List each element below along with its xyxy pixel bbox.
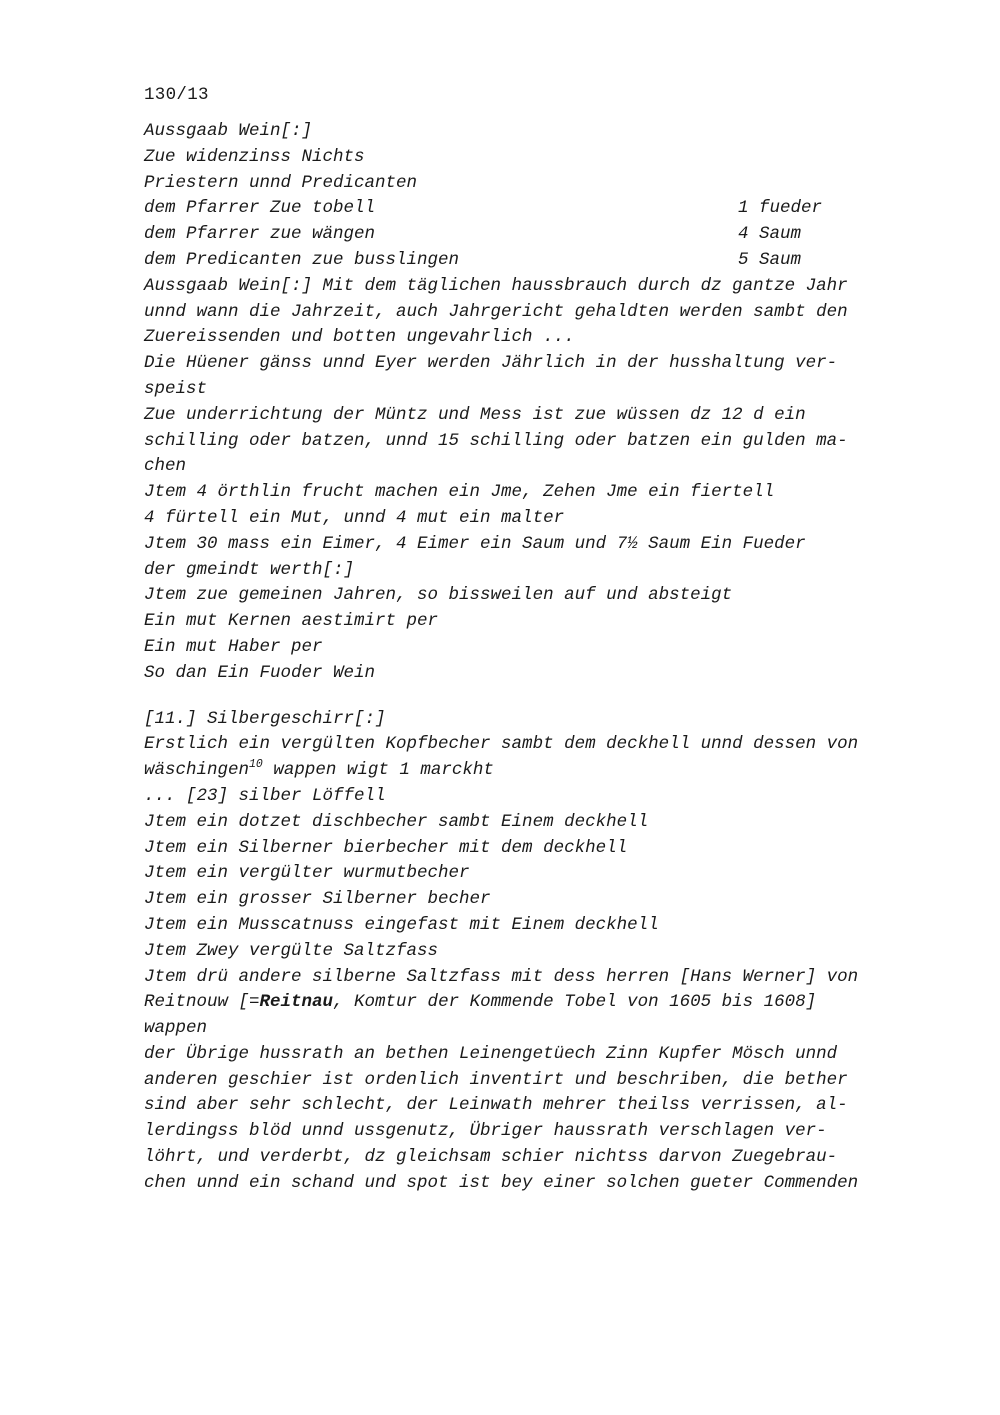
text-line: ... [23] silber Löffell: [144, 785, 386, 806]
text-line: 4 fürtell ein Mut, unnd 4 mut ein malter: [144, 507, 565, 528]
text-line: [144, 990, 904, 1016]
place-name-bold: Reitnau: [259, 992, 334, 1013]
text-line: anderen geschier ist ordenlich inventirt und beschriben, die bether: [144, 1069, 848, 1090]
text-span: Reitnouw [=: [144, 992, 260, 1013]
text-line: Jtem ein Musscatnuss eingefast mit Einem deckhell: [144, 914, 659, 935]
text-line: [144, 758, 904, 784]
allocation-row: [144, 248, 904, 274]
text-line: schilling oder batzen, unnd 15 schilling oder batzen ein gulden ma-: [144, 430, 848, 451]
text-line: Ein mut Kernen aestimirt per: [144, 611, 439, 632]
text-line: Jtem Zwey vergülte Saltzfass: [144, 940, 439, 961]
allocation-label: dem Pfarrer zue wängen: [144, 224, 376, 245]
text-line: Ein mut Haber per: [144, 636, 323, 657]
text-span: wäschingen: [144, 760, 250, 781]
text-line: sind aber sehr schlecht, der Leinwath mehrer theilss verrissen, al-: [144, 1095, 848, 1116]
text-line: chen unnd ein schand und spot ist bey einer solchen gueter Commenden: [144, 1172, 859, 1193]
allocation-row: [144, 222, 904, 248]
text-line: der Übrige hussrath an bethen Leinengetüech Zinn Kupfer Mösch unnd: [144, 1043, 838, 1064]
wine-expenditure-section: [144, 119, 904, 687]
text-span: wappen wigt 1 marckht: [262, 760, 494, 781]
allocation-row: [144, 196, 904, 222]
allocation-label: dem Pfarrer Zue tobell: [144, 198, 376, 219]
text-line: Jtem drü andere silberne Saltzfass mit dess herren [Hans Werner] von: [144, 966, 859, 987]
allocation-amount: 1 fueder: [738, 198, 823, 219]
text-line: Jtem ein grosser Silberner becher: [144, 889, 491, 910]
text-line: löhrt, und verderbt, dz gleichsam schier nichtss darvon Zuegebrau-: [144, 1147, 838, 1168]
footnote-marker: 10: [249, 758, 263, 772]
text-line: Jtem ein dotzet dischbecher sambt Einem deckhell: [144, 811, 649, 832]
text-line: lerdingss blöd unnd ussgenutz, Übriger haussrath verschlagen ver-: [144, 1121, 827, 1142]
text-line: Die Hüener gänss unnd Eyer werden Jährlich in der husshaltung ver-: [144, 353, 838, 374]
text-line: Zue widenzinss Nichts: [144, 146, 365, 167]
text-line: der gmeindt werth[:]: [144, 559, 355, 580]
text-line: Zuereissenden und botten ungevahrlich ...: [144, 327, 575, 348]
allocation-amount: 4 Saum: [738, 224, 802, 245]
text-line: Jtem 30 mass ein Eimer, 4 Eimer ein Saum und 7½ Saum Ein Fueder: [144, 533, 806, 554]
page-number: 130/13: [144, 85, 209, 105]
text-line: Erstlich ein vergülten Kopfbecher sambt dem deckhell unnd dessen von: [144, 734, 859, 755]
text-line: chen: [144, 456, 187, 477]
text-line: unnd wann die Jahrzeit, auch Jahrgericht gehaldten werden sambt den: [144, 301, 848, 322]
text-line: speist: [144, 378, 208, 399]
text-span: , Komtur der Kommende Tobel von 1605 bis 1608]: [333, 992, 817, 1013]
document-page: [144, 82, 904, 1197]
text-line: Zue underrichtung der Müntz und Mess ist zue wüssen dz 12 d ein: [144, 404, 806, 425]
section-heading: [11.] Silbergeschirr[:]: [144, 708, 386, 729]
allocation-amount: 5 Saum: [738, 249, 802, 270]
silverware-section: [144, 707, 904, 1197]
text-line: wappen: [144, 1018, 208, 1039]
text-line: Jtem 4 örthlin frucht machen ein Jme, Zehen Jme ein fiertell: [144, 482, 775, 503]
text-line: Aussgaab Wein[:]: [144, 121, 313, 141]
section-gap: [144, 687, 904, 707]
text-line: So dan Ein Fuoder Wein: [144, 662, 376, 683]
text-line: Priestern unnd Predicanten: [144, 172, 418, 193]
text-line: Jtem zue gemeinen Jahren, so bissweilen auf und absteigt: [144, 585, 733, 606]
allocation-label: dem Predicanten zue busslingen: [144, 249, 460, 270]
text-line: Jtem ein vergülter wurmutbecher: [144, 863, 470, 884]
text-line: Aussgaab Wein[:] Mit dem täglichen haussbrauch durch dz gantze Jahr: [144, 275, 848, 296]
text-line: Jtem ein Silberner bierbecher mit dem deckhell: [144, 837, 628, 858]
